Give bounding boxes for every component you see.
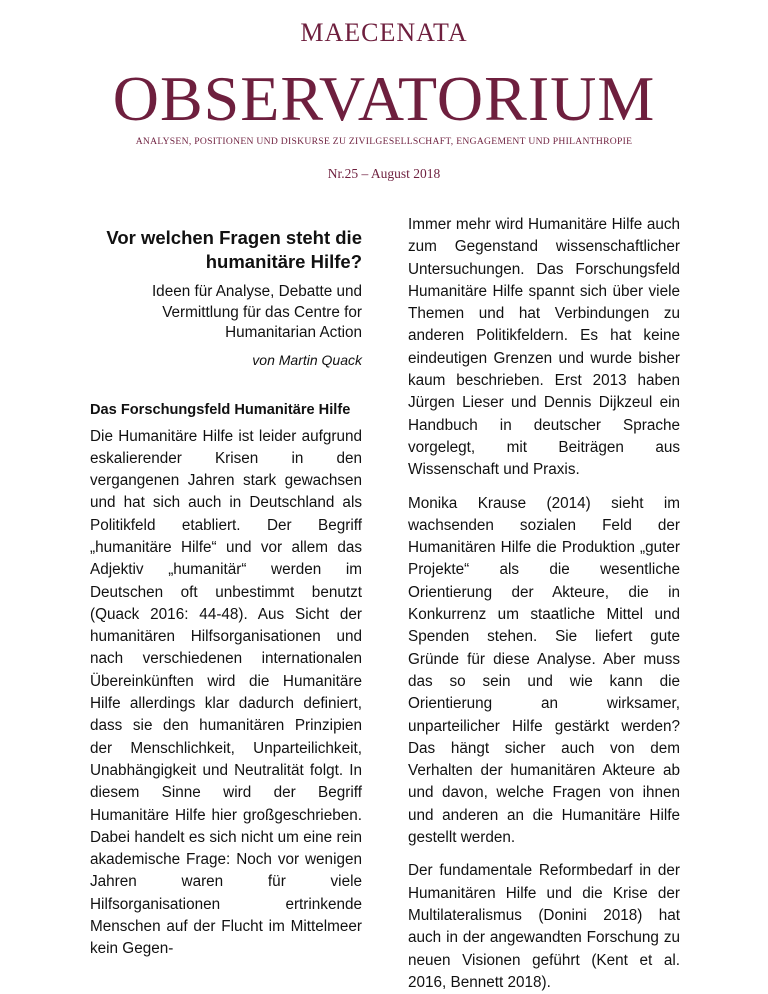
publication-title: OBSERVATORIUM bbox=[112, 63, 656, 134]
right-column bbox=[408, 214, 680, 994]
section-heading: Das Forschungsfeld Humanitäre Hilfe bbox=[90, 401, 351, 418]
body-paragraph: Monika Krause (2014) sieht im wachsenden sozialen Feld der Humanitären Hilfe die Produktion „guter Projekte“ als die wesentliche Orientierung der Akteure, die in Konkurrenz um staatliche Mittel und Spenden stehen. Sie liefert gute Gründe für diese Analyse. Aber muss das so sein und wie kann die Orientierung an wirksamer, unparteilicher Hilfe gestärkt werden? Das hängt sicher auch von dem Verhalten der humanitären Akteure ab und davon, welche Fragen von ihnen und anderen an die Humanitäre Hilfe gestellt werden. bbox=[408, 494, 680, 847]
left-column bbox=[90, 214, 362, 961]
article-subtitle: Ideen für Analyse, Debatte und Vermittlung für das Centre for Humanitarian Action bbox=[151, 283, 362, 341]
body-paragraph: Immer mehr wird Humanitäre Hilfe auch zum Gegenstand wissenschaftlicher Untersuchungen. Das Forschungsfeld Humanitäre Hilfe spannt sich über viele Themen und hat Verbindungen zu anderen Politikfeldern. Es hat keine eindeutigen Grenzen und wurde bisher kaum beschrieben. Erst 2013 haben Jürgen Lieser und Dennis Dijkzeul ein Handbuch in deutscher Sprache vorgelegt, mit Beiträgen aus Wissenschaft und Praxis. bbox=[408, 216, 680, 479]
publisher-name: MAECENATA bbox=[300, 18, 468, 47]
article-title: Vor welchen Fragen steht die humanitäre Hilfe? bbox=[106, 227, 362, 272]
publication-tagline: ANALYSEN, POSITIONEN UND DISKURSE ZU ZIVILGESELLSCHAFT, ENGAGEMENT UND PHILANTHROPIE bbox=[135, 136, 633, 147]
issue-number: Nr.25 – August 2018 bbox=[327, 166, 441, 181]
body-paragraph: Die Humanitäre Hilfe ist leider aufgrund eskalierender Krisen in den vergangenen Jahren stark gewachsen und hat sich auch in Deutschland als Politikfeld etabliert. Der Begriff „humanitäre Hilfe“ und vor allem das Adjektiv „humanitär“ werden im Deutschen oft unbestimmt benutzt (Quack 2016: 44-48). Aus Sicht der humanitären Hilfsorganisationen und nach verschiedenen internationalen Übereinkünften wird die Humanitäre Hilfe allerdings klar dadurch definiert, dass sie den humanitären Prinzipien der Menschlichkeit, Unparteilichkeit, Unabhängigkeit und Neutralität folgt. In diesem Sinne wird der Begriff Humanitäre Hilfe hier großgeschrieben. Dabei handelt es sich nicht um eine rein akademische Frage: Noch vor wenigen Jahren waren für viele Hilfsorganisationen ertrinkende Menschen auf der Flucht im Mittelmeer kein Gegen- bbox=[90, 427, 362, 958]
body-paragraph: Der fundamentale Reformbedarf in der Humanitären Hilfe und die Krise der Multilateralismus (Donini 2018) hat auch in der angewandten Forschung zu neuen Visionen geführt (Kent et al. 2016, Bennett 2018). bbox=[408, 862, 680, 991]
article-author: von Martin Quack bbox=[252, 351, 362, 368]
